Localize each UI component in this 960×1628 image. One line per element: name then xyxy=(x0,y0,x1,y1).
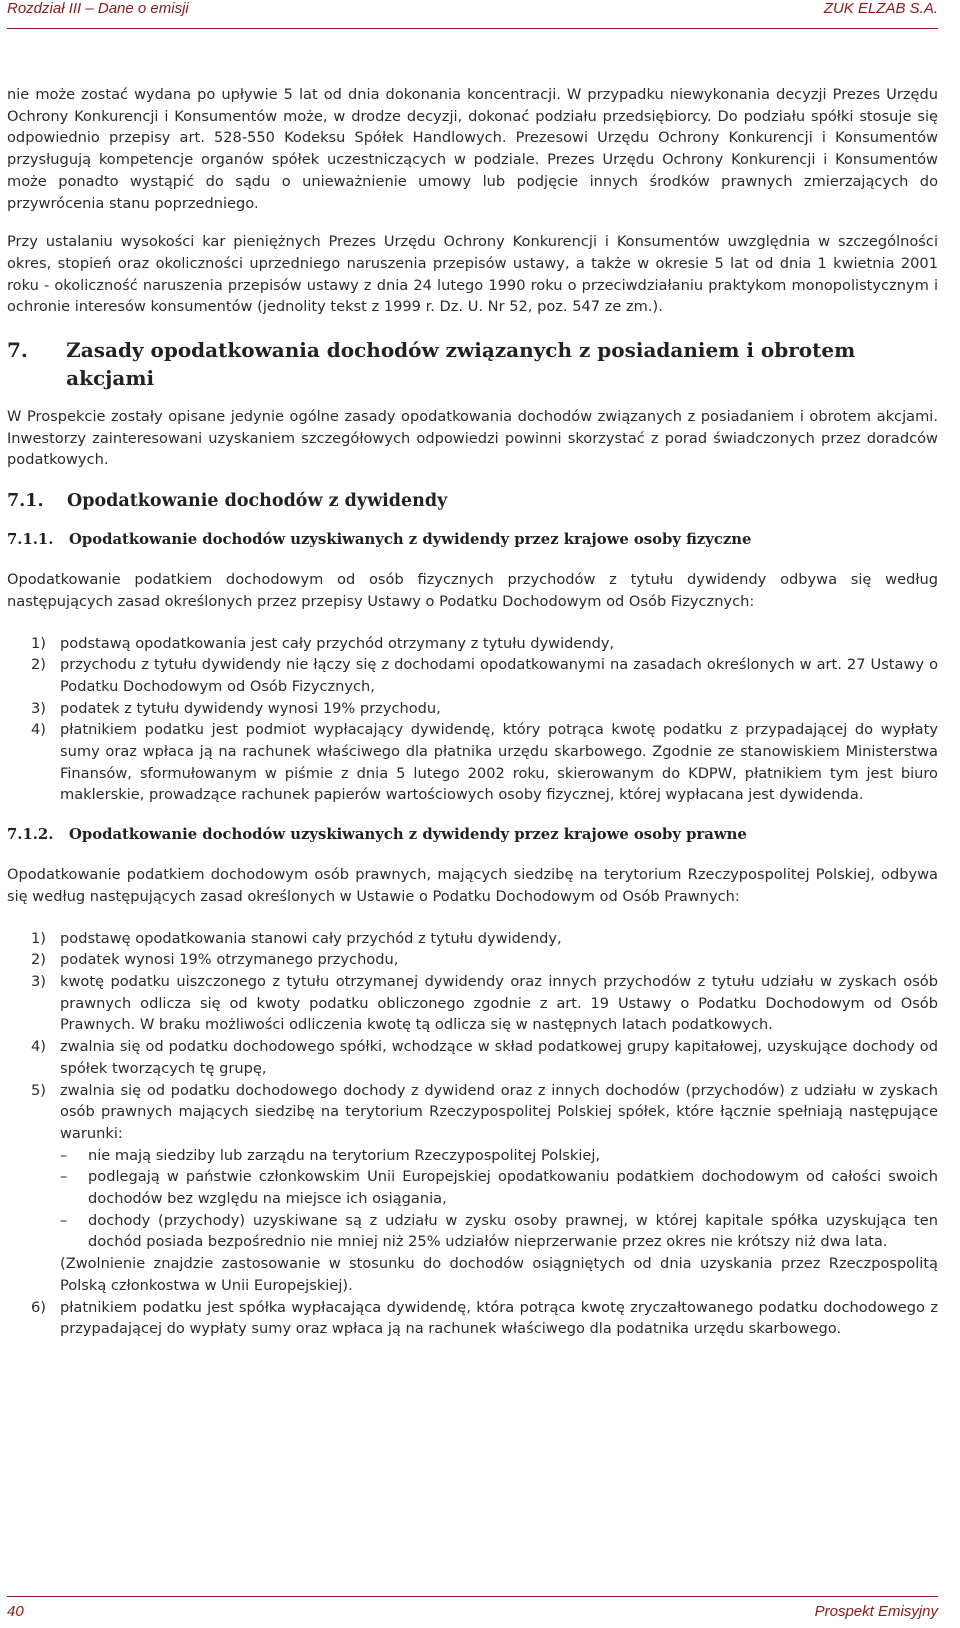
list-item-text: podatek z tytułu dywidendy wynosi 19% przychodu, xyxy=(60,699,441,717)
dash-item xyxy=(60,1166,938,1209)
numbered-list xyxy=(7,633,938,807)
paragraph: Opodatkowanie podatkiem dochodowym osób prawnych, mających siedzibę na terytorium Rzeczypospolitej Polskiej, odbywa się według następujących zasad określonych w Ustawie o Podatku Dochodowym od Osób Prawnych: xyxy=(7,866,938,905)
section-number: 7. xyxy=(7,338,28,363)
subsection-heading xyxy=(7,489,938,513)
paragraph: nie może zostać wydana po upływie 5 lat od dnia dokonania koncentracji. W przypadku niewykonania decyzji Prezes Urzędu Ochrony Konkurencji i Konsumentów może, w drodze decyzji, dokonać podziału przedsiębiorcy. Do podziału spółki stosuje się odpowiednio przepisy art. 528-550 Kodeksu Spółek Handlowych. Prezesowi Urzędu Ochrony Konkurencji i Konsumentów przysługują kompetencje organów spółek uczestniczących w podziale. Prezes Urzędu Ochrony Konkurencji i Konsumentów może ponadto wystąpić do sądu o unieważnienie umowy lub podjęcie innych środków prawnych zmierzających do przywrócenia stanu poprzedniego. xyxy=(7,86,938,212)
list-item xyxy=(7,633,938,655)
list-item xyxy=(7,698,938,720)
document-body xyxy=(7,84,938,1358)
list-item-text: podatek wynosi 19% otrzymanego przychodu, xyxy=(60,951,399,969)
list-item-text: płatnikiem podatku jest podmiot wypłacający dywidendę, który potrąca kwotę podatku z przypadającej do wypłaty sumy oraz wpłaca ją na rachunek właściwego dla płatnika urzędu skarbowego. Zgodnie ze stanowiskiem Ministerstwa Finansów, sformułowanym w piśmie z dnia 5 lutego 2002 roku, skierowanym do KDPW, płatnikiem tym jest biuro maklerskie, prowadzące rachunek papierów wartościowych osoby fizycznej, której wypłacana jest dywidenda. xyxy=(60,721,938,804)
header-chapter: Rozdział III – Dane o emisji xyxy=(7,0,189,17)
dash-item xyxy=(60,1145,938,1167)
list-item-number: 2) xyxy=(31,951,46,969)
page-number: 40 xyxy=(7,1603,24,1620)
section-heading xyxy=(7,336,938,392)
list-item xyxy=(7,971,938,1036)
subsection-number: 7.1. xyxy=(7,491,44,512)
dash-marker: – xyxy=(60,1168,68,1186)
footer-title: Prospekt Emisyjny xyxy=(814,1603,938,1620)
list-item-number: 2) xyxy=(31,656,46,674)
dash-marker: – xyxy=(60,1211,68,1229)
list-item-text: zwalnia się od podatku dochodowego dochody z dywidend oraz z innych dochodów (przychodów) z udziału w zyskach osób prawnych mających siedzibę na terytorium Rzeczypospolitej Polskiej spółek, które łącznie spełniają następujące warunki: xyxy=(60,1081,938,1142)
exemption-note: (Zwolnienie znajdzie zastosowanie w stosunku do dochodów osiągniętych od dnia uzyskania przez Rzeczpospolitą Polską członkostwa w Unii Europejskiej). xyxy=(60,1255,938,1294)
list-item xyxy=(7,1036,938,1079)
list-item-number: 1) xyxy=(31,929,46,947)
dash-item xyxy=(60,1210,938,1253)
list-item-body xyxy=(60,1080,938,1297)
list-item xyxy=(7,719,938,806)
page-header xyxy=(0,0,960,30)
subsubsection-number: 7.1.1. xyxy=(7,531,54,549)
numbered-list xyxy=(7,928,938,1340)
list-item-number: 3) xyxy=(31,699,46,717)
list-item-text: kwotę podatku uiszczonego z tytułu otrzymanej dywidendy oraz innych przychodów z tytułu udziału w zyskach osób prawnych odlicza się od kwoty podatku obliczonego zgodnie z art. 19 Ustawy o Podatku Dochodowym od Osób Prawnych. W braku możliwości odliczenia kwotę tą odlicza się w następnych latach podatkowych. xyxy=(60,972,938,1034)
list-item-number: 5) xyxy=(31,1081,46,1099)
list-item-text: podstawą opodatkowania jest cały przychód otrzymany z tytułu dywidendy, xyxy=(60,634,615,652)
subsubsection-heading xyxy=(7,824,938,846)
subsubsection-number: 7.1.2. xyxy=(7,826,54,844)
list-item xyxy=(7,1297,938,1340)
list-item xyxy=(7,928,938,950)
list-item-text: podstawę opodatkowania stanowi cały przychód z tytułu dywidendy, xyxy=(60,929,562,947)
list-item-number: 4) xyxy=(31,1038,46,1056)
footer-rule xyxy=(7,1596,938,1597)
list-item xyxy=(7,949,938,971)
dash-item-text: podlegają w państwie członkowskim Unii Europejskiej opodatkowaniu podatkiem dochodowym od całości swoich dochodów bez względu na miejsce ich osiągania, xyxy=(88,1168,938,1208)
dash-list xyxy=(60,1145,938,1254)
header-rule xyxy=(7,28,938,29)
header-company: ZUK ELZAB S.A. xyxy=(823,0,938,17)
dash-item-text: nie mają siedziby lub zarządu na terytorium Rzeczypospolitej Polskiej, xyxy=(88,1146,601,1164)
dash-item-text: dochody (przychody) uzyskiwane są z udziału w zysku osoby prawnej, w której kapitale spółka uzyskująca ten dochód posiada bezpośrednio nie mniej niż 25% udziałów nieprzerwanie przez okres nie krótszy niż dwa lata. xyxy=(88,1211,938,1251)
list-item-number: 6) xyxy=(31,1298,46,1316)
list-item-number: 4) xyxy=(31,721,46,739)
subsubsection-title: Opodatkowanie dochodów uzyskiwanych z dywidendy przez krajowe osoby fizyczne xyxy=(69,531,752,549)
paragraph: Opodatkowanie podatkiem dochodowym od osób fizycznych przychodów z tytułu dywidendy odbywa się według następujących zasad określonych przez przepisy Ustawy o Podatku Dochodowym od Osób Fizycznych: xyxy=(7,571,938,610)
list-item-text: przychodu z tytułu dywidendy nie łączy się z dochodami opodatkowanymi na zasadach określonych w art. 27 Ustawy o Podatku Dochodowym od Osób Fizycznych, xyxy=(60,656,938,695)
list-item-text: płatnikiem podatku jest spółka wypłacająca dywidendę, która potrąca kwotę zryczałtowanego podatku dochodowego z przypadającej do wypłaty sumy oraz wpłaca ją na rachunek właściwego dla podatnika urzędu skarbowego. xyxy=(60,1298,938,1338)
paragraph: W Prospekcie zostały opisane jedynie ogólne zasady opodatkowania dochodów związanych z posiadaniem i obrotem akcjami. Inwestorzy zainteresowani uzyskaniem szczegółowych odpowiedzi powinni skorzystać z porad świadczonych przez doradców podatkowych. xyxy=(7,408,938,469)
subsubsection-title: Opodatkowanie dochodów uzyskiwanych z dywidendy przez krajowe osoby prawne xyxy=(69,826,747,844)
list-item-number: 1) xyxy=(31,634,46,652)
list-item-number: 3) xyxy=(31,972,46,990)
list-item xyxy=(7,1080,938,1297)
subsection-title: Opodatkowanie dochodów z dywidendy xyxy=(67,491,448,512)
list-item-text: zwalnia się od podatku dochodowego spółki, wchodzące w skład podatkowej grupy kapitałowej, uzyskujące dochody od spółek tworzących tę grupę, xyxy=(60,1038,938,1077)
subsubsection-heading xyxy=(7,529,938,551)
section-title: Zasady opodatkowania dochodów związanych z posiadaniem i obrotem akcjami xyxy=(66,338,856,391)
paragraph: Przy ustalaniu wysokości kar pieniężnych Prezes Urzędu Ochrony Konkurencji i Konsumentów uwzględnia w szczególności okres, stopień oraz okoliczności uprzedniego naruszenia przepisów ustawy, a także w okresie 5 lat od dnia 1 kwietnia 2001 roku - okoliczność naruszenia przepisów ustawy z dnia 24 lutego 1990 roku o przeciwdziałaniu praktykom monopolistycznym i ochronie interesów konsumentów (jednolity tekst z 1999 r. Dz. U. Nr 52, poz. 547 ze zm.). xyxy=(7,233,938,316)
dash-marker: – xyxy=(60,1146,68,1164)
list-item xyxy=(7,654,938,697)
